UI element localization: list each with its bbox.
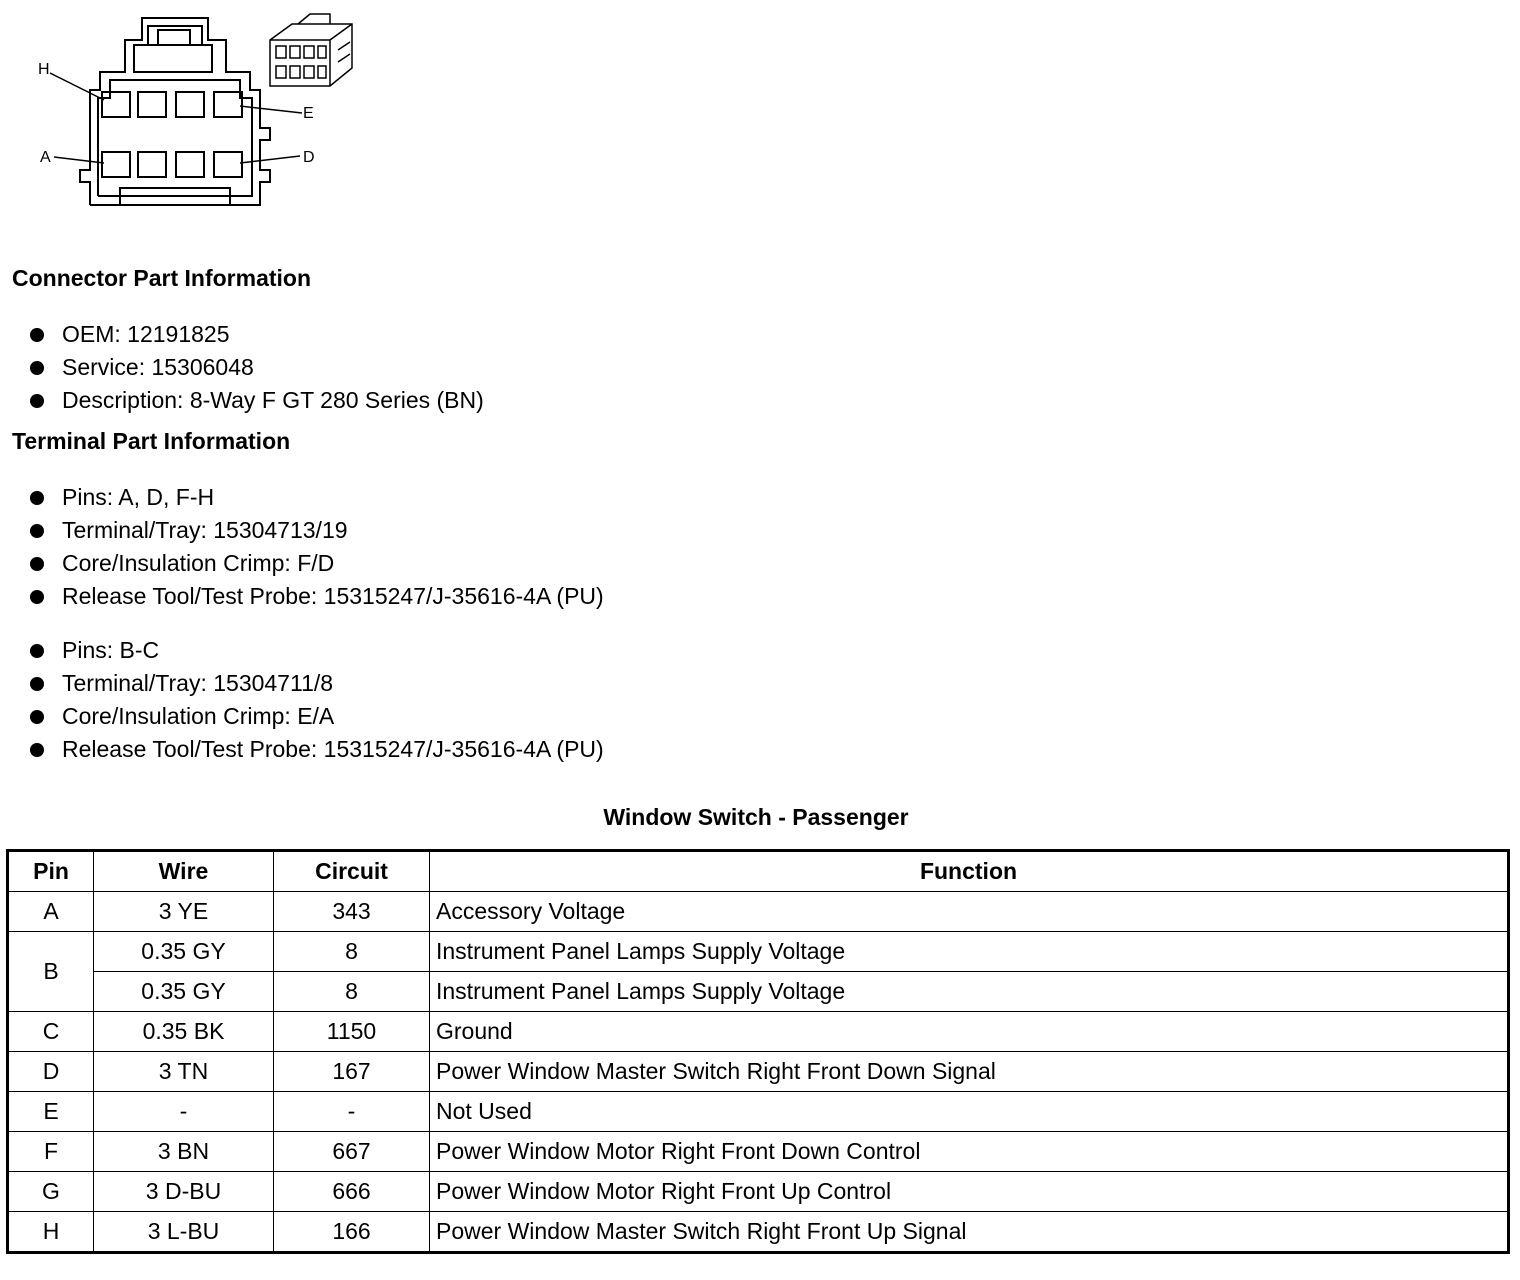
cell-pin: H [8, 1212, 94, 1253]
cell-circuit: 1150 [274, 1012, 430, 1052]
cell-wire: 3 L-BU [94, 1212, 274, 1253]
pinout-table [6, 849, 1510, 1254]
cell-pin: E [8, 1092, 94, 1132]
cell-pin: B [8, 932, 94, 1012]
cell-function: Power Window Motor Right Front Down Control [430, 1132, 1509, 1172]
table-row [8, 1052, 1509, 1092]
cell-function: Ground [430, 1012, 1509, 1052]
list-item: Terminal/Tray: 15304711/8 [28, 667, 604, 700]
bullet-icon [30, 394, 44, 408]
table-row [8, 972, 1509, 1012]
table-row [8, 1212, 1509, 1253]
table-row [8, 932, 1509, 972]
label-d: D [303, 149, 315, 166]
table-row [8, 1172, 1509, 1212]
list-item: Core/Insulation Crimp: E/A [28, 700, 604, 733]
bullet-icon [30, 361, 44, 375]
cell-wire: 3 D-BU [94, 1172, 274, 1212]
bullet-icon [30, 710, 44, 724]
cell-pin: D [8, 1052, 94, 1092]
cell-circuit: 8 [274, 932, 430, 972]
cell-wire: 3 BN [94, 1132, 274, 1172]
table-row [8, 892, 1509, 932]
cell-wire: - [94, 1092, 274, 1132]
cell-function: Accessory Voltage [430, 892, 1509, 932]
bullet-icon [30, 491, 44, 505]
list-item: Pins: B-C [28, 634, 604, 667]
cell-function: Not Used [430, 1092, 1509, 1132]
header-wire: Wire [94, 851, 274, 892]
cell-circuit: 343 [274, 892, 430, 932]
cell-pin: C [8, 1012, 94, 1052]
table-row [8, 1092, 1509, 1132]
cell-pin: A [8, 892, 94, 932]
connector-info-heading: Connector Part Information [12, 265, 312, 291]
bullet-icon [30, 557, 44, 571]
label-e: E [303, 105, 314, 122]
cell-circuit: 167 [274, 1052, 430, 1092]
cell-function: Instrument Panel Lamps Supply Voltage [430, 972, 1509, 1012]
cell-wire: 0.35 GY [94, 932, 274, 972]
table-row [8, 1132, 1509, 1172]
cell-function: Power Window Master Switch Right Front Down Signal [430, 1052, 1509, 1092]
cell-wire: 0.35 GY [94, 972, 274, 1012]
cell-circuit: 8 [274, 972, 430, 1012]
list-item: Service: 15306048 [28, 351, 484, 384]
table-header-row [8, 851, 1509, 892]
list-item: OEM: 12191825 [28, 318, 484, 351]
list-item: Core/Insulation Crimp: F/D [28, 547, 604, 580]
header-function: Function [430, 851, 1509, 892]
bullet-icon [30, 743, 44, 757]
header-pin: Pin [8, 851, 94, 892]
list-item: Description: 8-Way F GT 280 Series (BN) [28, 384, 484, 417]
terminal-info-heading: Terminal Part Information [12, 428, 291, 454]
cell-wire: 3 TN [94, 1052, 274, 1092]
list-item: Terminal/Tray: 15304713/19 [28, 514, 604, 547]
bullet-icon [30, 677, 44, 691]
list-item: Pins: A, D, F-H [28, 481, 604, 514]
bullet-icon [30, 590, 44, 604]
terminal-info-list-1 [28, 481, 604, 613]
list-item: Release Tool/Test Probe: 15315247/J-35616-4A (PU) [28, 580, 604, 613]
bullet-icon [30, 644, 44, 658]
label-a: A [40, 149, 51, 166]
cell-circuit: 667 [274, 1132, 430, 1172]
bullet-icon [30, 524, 44, 538]
connector-info-list [28, 318, 484, 417]
cell-circuit: 666 [274, 1172, 430, 1212]
cell-function: Power Window Motor Right Front Up Control [430, 1172, 1509, 1212]
cell-wire: 0.35 BK [94, 1012, 274, 1052]
cell-function: Power Window Master Switch Right Front Up Signal [430, 1212, 1509, 1253]
cell-pin: F [8, 1132, 94, 1172]
table-row [8, 1012, 1509, 1052]
terminal-info-list-2 [28, 634, 604, 766]
cell-pin: G [8, 1172, 94, 1212]
connector-diagram [30, 10, 370, 215]
header-circuit: Circuit [274, 851, 430, 892]
list-item: Release Tool/Test Probe: 15315247/J-35616-4A (PU) [28, 733, 604, 766]
cell-function: Instrument Panel Lamps Supply Voltage [430, 932, 1509, 972]
table-title: Window Switch - Passenger [603, 804, 909, 830]
bullet-icon [30, 328, 44, 342]
label-h: H [38, 61, 50, 78]
cell-wire: 3 YE [94, 892, 274, 932]
cell-circuit: - [274, 1092, 430, 1132]
cell-circuit: 166 [274, 1212, 430, 1253]
